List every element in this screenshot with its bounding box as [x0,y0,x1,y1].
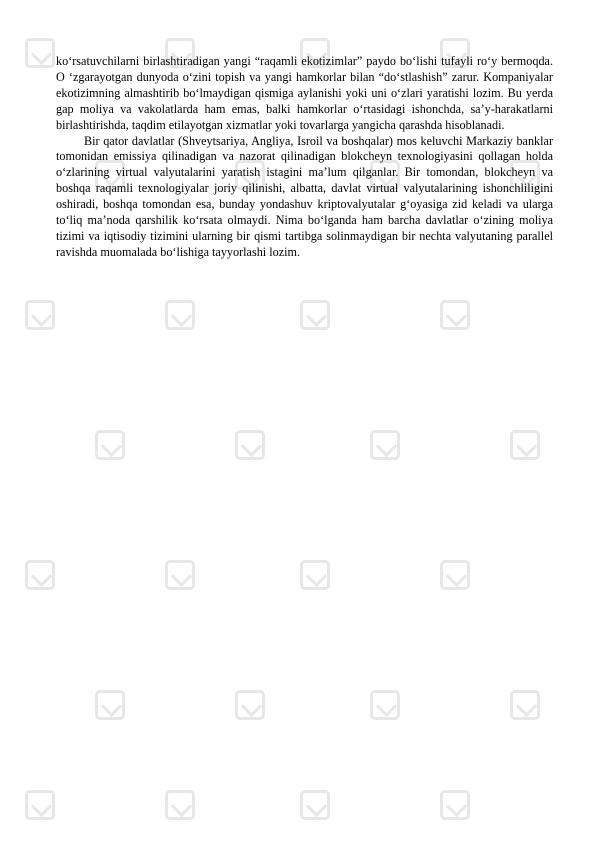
body-text [56,54,553,261]
paragraph-ecosystems: ko‘rsatuvchilarni birlashtiradigan yangi “raqamli ekotizimlar” paydo bo‘lishi tufayli ro‘y bermoqda. O ‘zgarayotgan dunyoda o‘zini topish va yangi hamkorlar bilan “do‘stlashish” zarur. Kompaniyalar ekotizimning almashtirib bo‘lmaydigan qismiga aylanishi yoki uni o‘zlari yaratishi lozim. Bu yerda gap moliya va vakolatlarda ham emas, balki hamkorlar o‘rtasidagi ishonchda, sa’y-harakatlarni birlashtirishda, taqdim etilayotgan xizmatlar yoki tovarlarga yangicha qarashda hisoblanadi. [56,54,553,132]
watermark-logo-icon [300,560,330,590]
watermark-logo-icon [440,300,470,330]
watermark-logo-icon [25,790,55,820]
paragraph-virtual-currencies: Bir qator davlatlar (Shveytsariya, Angliya, Isroil va boshqalar) mos keluvchi Markaziy banklar tomonidan emissiya qilinadigan va nazorat qilinadigan blokcheyn texnologiyasini qollagan holda o‘zlarining virtual valyutalarini yaratish istagini ma’lum qilganlar. Bir tomondan, blokcheyn va boshqa raqamli texnologiyalar joriy qilinishi, albatta, davlat virtual valyutalarining ishonchliligini oshiradi, boshqa tomondan esa, bunday yondashuv kriptovalyutalar g‘oyasiga zid keladi va ularga to‘liq ma’noda qarshilik ko‘rsata olmaydi. Nima bo‘lganda ham barcha davlatlar o‘zining moliya tizimi va iqtisodiy tizimini ularning bir qismi tartibga solinmaydigan bir nechta valyutaning parallel ravishda muomalada bo‘lishiga tayyorlashi lozim. [56,133,553,259]
watermark-logo-icon [300,790,330,820]
watermark-logo-icon [300,300,330,330]
watermark-logo-icon [235,690,265,720]
watermark-logo-icon [440,790,470,820]
watermark-logo-icon [235,430,265,460]
watermark-logo-icon [165,790,195,820]
watermark-logo-icon [440,560,470,590]
watermark-logo-icon [25,300,55,330]
watermark-logo-icon [510,690,540,720]
watermark-logo-icon [95,690,125,720]
watermark-logo-icon [95,430,125,460]
watermark-logo-icon [370,690,400,720]
watermark-logo-icon [510,430,540,460]
watermark-logo-icon [370,430,400,460]
watermark-logo-icon [25,38,55,68]
watermark-logo-icon [165,300,195,330]
watermark-logo-icon [165,560,195,590]
watermark-logo-icon [25,560,55,590]
